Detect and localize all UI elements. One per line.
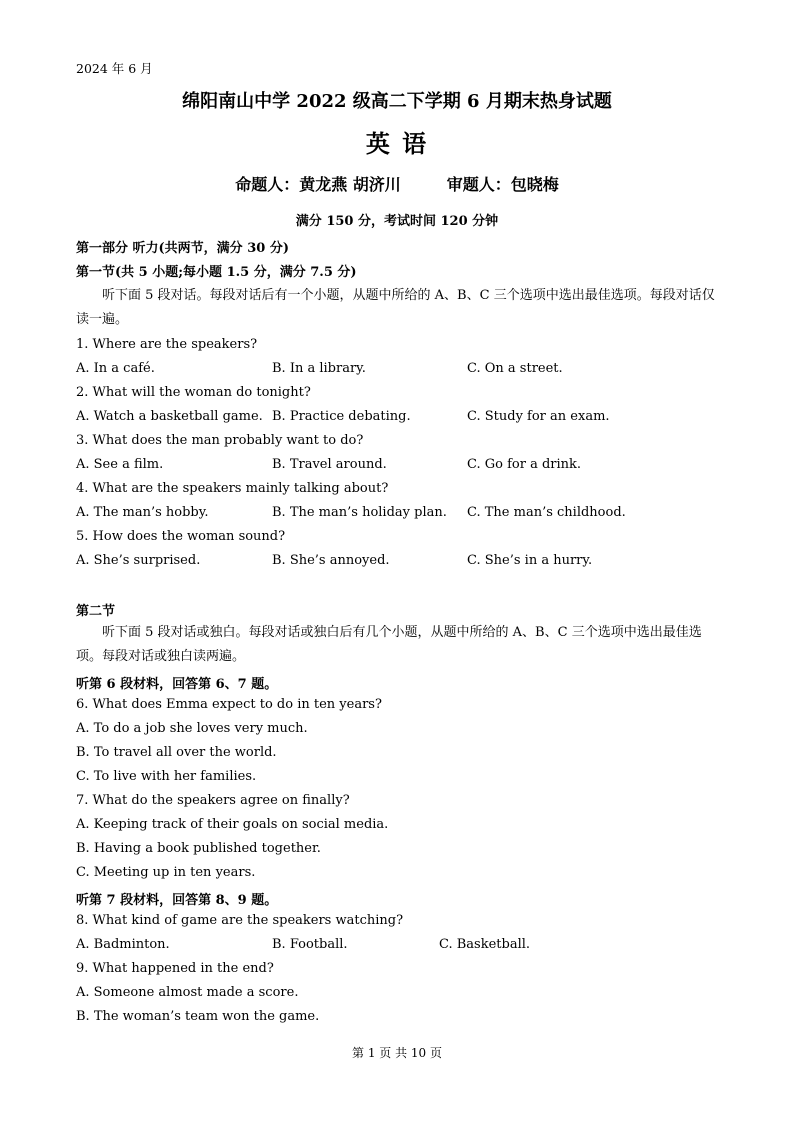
setter-label: 命题人：黄龙燕 胡济川 xyxy=(235,175,401,194)
question-5: 5. How does the woman sound? xyxy=(76,529,286,544)
q2-option-a: A. Watch a basketball game. xyxy=(76,409,263,424)
section1-instructions: 听下面 5 段对话。每段对话后有一个小题，从题中所给的 A、B、C 三个选项中选出最佳选项。每段对话仅读一遍。 xyxy=(76,288,715,327)
q7-option-a: A. Keeping track of their goals on social media. xyxy=(76,817,389,832)
section1-title: 第一节(共 5 小题;每小题 1.5 分，满分 7.5 分) xyxy=(76,265,357,280)
q6-option-c: C. To live with her families. xyxy=(76,769,257,784)
q8-option-a: A. Badminton. xyxy=(76,937,170,952)
q2-option-b: B. Practice debating. xyxy=(272,409,411,424)
section2-title: 第二节 xyxy=(76,604,116,619)
material-6-heading: 听第 6 段材料，回答第 6、7 题。 xyxy=(76,677,278,692)
q4-option-c: C. The man’s childhood. xyxy=(467,505,626,520)
question-2: 2. What will the woman do tonight? xyxy=(76,385,311,400)
material-7-heading: 听第 7 段材料，回答第 8、9 题。 xyxy=(76,893,278,908)
section2-instructions: 听下面 5 段对话或独白。每段对话或独白后有几个小题，从题中所给的 A、B、C 三个选项中选出最佳选项。每段对话或独白读两遍。 xyxy=(76,625,702,664)
subject-title: 英 语 xyxy=(365,129,429,158)
q4-option-b: B. The man’s holiday plan. xyxy=(272,505,447,520)
q3-option-a: A. See a film. xyxy=(76,457,164,472)
score-time: 满分 150 分，考试时间 120 分钟 xyxy=(295,214,499,229)
school-title: 绵阳南山中学 2022 级高二下学期 6 月期末热身试题 xyxy=(182,91,612,112)
q6-option-b: B. To travel all over the world. xyxy=(76,745,277,760)
question-1: 1. Where are the speakers? xyxy=(76,337,258,352)
question-6: 6. What does Emma expect to do in ten years? xyxy=(76,697,382,712)
question-9: 9. What happened in the end? xyxy=(76,961,274,976)
q7-option-c: C. Meeting up in ten years. xyxy=(76,865,256,880)
q6-option-a: A. To do a job she loves very much. xyxy=(76,721,308,736)
q8-option-b: B. Football. xyxy=(272,937,348,952)
q1-option-b: B. In a library. xyxy=(272,361,366,376)
q3-option-c: C. Go for a drink. xyxy=(467,457,582,472)
page-number: 第 1 页 共 10 页 xyxy=(352,1046,442,1060)
question-3: 3. What does the man probably want to do? xyxy=(76,433,364,448)
part1-title: 第一部分 听力(共两节，满分 30 分) xyxy=(76,241,289,256)
q5-option-a: A. She’s surprised. xyxy=(76,553,201,568)
q9-option-a: A. Someone almost made a score. xyxy=(76,985,299,1000)
q9-option-b: B. The woman’s team won the game. xyxy=(76,1009,320,1024)
q5-option-b: B. She’s annoyed. xyxy=(272,553,390,568)
q3-option-b: B. Travel around. xyxy=(272,457,387,472)
question-8: 8. What kind of game are the speakers watching? xyxy=(76,913,404,928)
question-7: 7. What do the speakers agree on finally? xyxy=(76,793,350,808)
q1-option-c: C. On a street. xyxy=(467,361,563,376)
authors-line xyxy=(0,172,794,195)
q2-option-c: C. Study for an exam. xyxy=(467,409,610,424)
q5-option-c: C. She’s in a hurry. xyxy=(467,553,593,568)
q8-option-c: C. Basketball. xyxy=(439,937,531,952)
q1-option-a: A. In a café. xyxy=(76,361,155,376)
q7-option-b: B. Having a book published together. xyxy=(76,841,321,856)
reviewer-label: 审题人：包晓梅 xyxy=(446,175,559,194)
exam-date: 2024 年 6 月 xyxy=(76,61,153,76)
question-4: 4. What are the speakers mainly talking about? xyxy=(76,481,389,496)
q4-option-a: A. The man’s hobby. xyxy=(76,505,209,520)
